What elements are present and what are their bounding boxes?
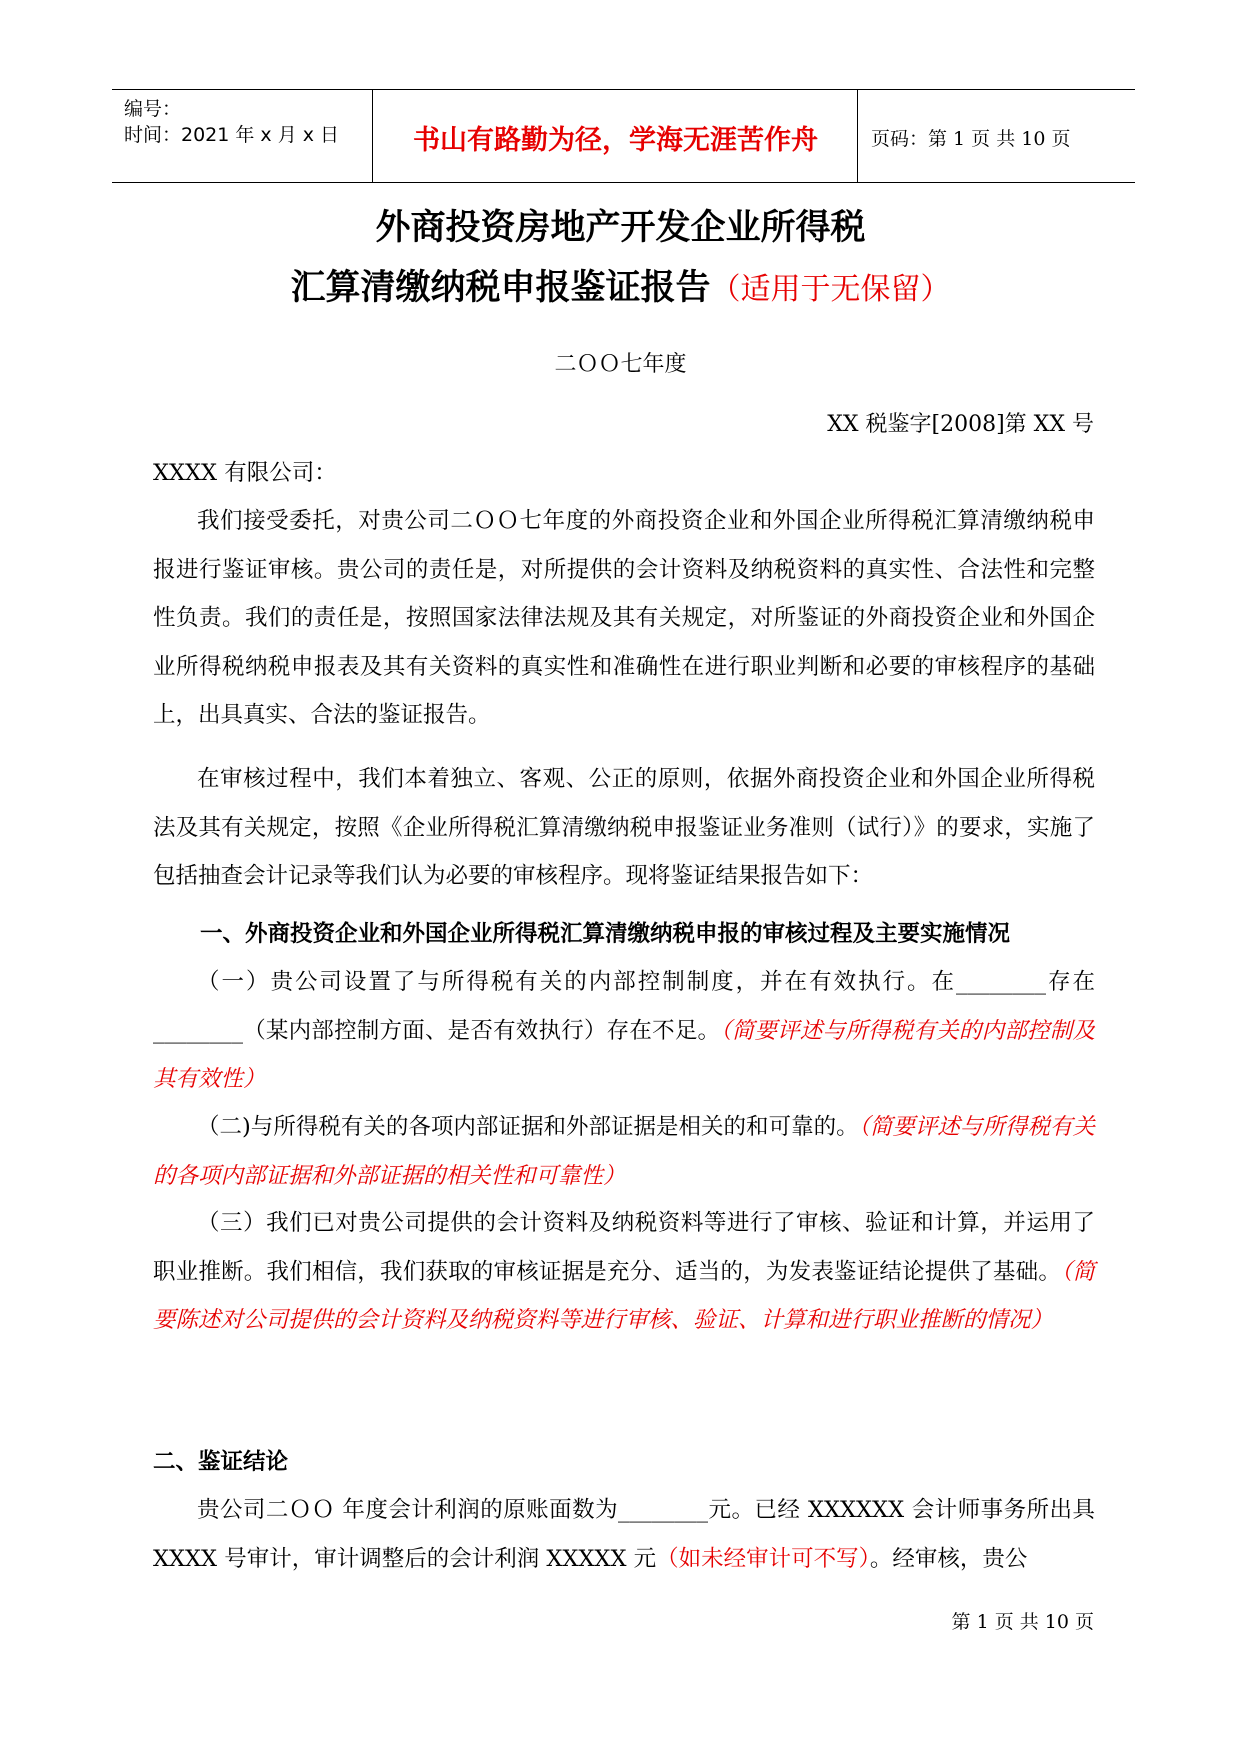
item-verification-note: （简要陈述对公司提供的会计资料及纳税资料等进行审核、验证、计算和进行职业推断的情况） bbox=[153, 1258, 1095, 1333]
item-internal-control bbox=[153, 958, 1095, 1104]
document-title-line2 bbox=[0, 260, 1241, 310]
header-motto-cell bbox=[374, 90, 858, 182]
document-title-line1: 外商投资房地产开发企业所得税 bbox=[375, 208, 866, 248]
header-meta-cell bbox=[112, 90, 373, 182]
page-indicator: 页码：第 1 页 共 10 页 bbox=[871, 128, 1071, 150]
addressee: XXXX 有限公司： bbox=[153, 460, 337, 486]
conclusion-text-tail: 。经审核，贵公 bbox=[869, 1545, 1028, 1572]
title-main-text: 汇算清缴纳税申报鉴证报告 bbox=[290, 268, 711, 308]
page-footer: 第 1 页 共 10 页 bbox=[951, 1611, 1094, 1633]
conclusion-text: 贵公司二ＯＯ 年度会计利润的原账面数为________元。已经 XXXXXX 会计师事务所出具 XXXX 号审计，审计调整后的会计利润 XXXXX 元 bbox=[153, 1497, 1095, 1572]
paragraph-engagement: 我们接受委托，对贵公司二ＯＯ七年度的外商投资企业和外国企业所得税汇算清缴纳税申报进行鉴证审核。贵公司的责任是，对所提供的会计资料及纳税资料的真实性、合法性和完整性负责。我们的责任是，按照国家法律法规及其有关规定，对所鉴证的外商投资企业和外国企业所得税纳税申报表及其有关资料的真实性和准确性在进行职业判断和必要的审核程序的基础上，出具真实、合法的鉴证报告。 bbox=[153, 508, 1095, 728]
item-verification bbox=[153, 1199, 1095, 1345]
item-evidence bbox=[153, 1103, 1095, 1200]
item-internal-control-text: （一）贵公司设置了与所得税有关的内部控制制度，并在有效执行。在________存在________（某内部控制方面、是否有效执行）存在不足。 bbox=[153, 969, 1095, 1044]
item-internal-control-note: （简要评述与所得税有关的内部控制及其有效性） bbox=[153, 1017, 1095, 1092]
header-table bbox=[112, 89, 1135, 183]
header-page-cell bbox=[859, 90, 1135, 182]
document-number-label: 编号： bbox=[124, 98, 182, 120]
section-heading-2: 二、鉴证结论 bbox=[153, 1449, 289, 1475]
document-time-label: 时间：2021 年 x 月 x 日 bbox=[124, 124, 340, 146]
document-reference-number: XX 税鉴字[2008]第 XX 号 bbox=[827, 412, 1094, 437]
item-evidence-text: （二)与所得税有关的各项内部证据和外部证据是相关的和可靠的。 bbox=[197, 1114, 859, 1140]
paragraph-audit-process: 在审核过程中，我们本着独立、客观、公正的原则，依据外商投资企业和外国企业所得税法及其有关规定，按照《企业所得税汇算清缴纳税申报鉴证业务准则（试行）》的要求，实施了包括抽查会计记录等我们认为必要的审核程序。现将鉴证结果报告如下： bbox=[153, 766, 1095, 889]
item-verification-text: （三）我们已对贵公司提供的会计资料及纳税资料等进行了审核、验证和计算，并运用了职业推断。我们相信，我们获取的审核证据是充分、适当的，为发表鉴证结论提供了基础。 bbox=[153, 1210, 1095, 1285]
report-year: 二ＯＯ七年度 bbox=[554, 352, 687, 377]
item-evidence-note: （简要评述与所得税有关的各项内部证据和外部证据的相关性和可靠性） bbox=[153, 1114, 1095, 1189]
paragraph-conclusion bbox=[153, 1486, 1095, 1583]
title-applicability-note: （适用于无保留） bbox=[710, 272, 951, 307]
section-heading-1: 一、外商投资企业和外国企业所得税汇算清缴纳税申报的审核过程及主要实施情况 bbox=[200, 921, 1011, 947]
conclusion-note: （如未经审计可不写） bbox=[656, 1545, 870, 1572]
motto: 书山有路勤为径，学海无涯苦作舟 bbox=[413, 125, 818, 156]
